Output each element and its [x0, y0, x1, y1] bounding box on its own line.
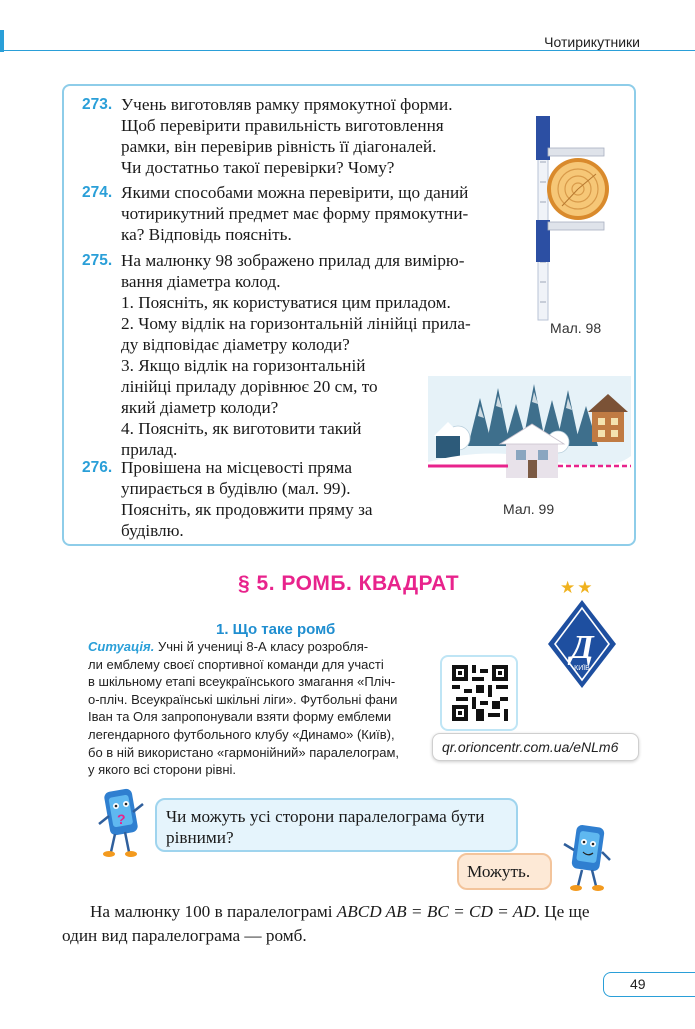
body-text: На малюнку 100 в паралелограмі	[90, 902, 337, 921]
exercise-line: будівлю.	[121, 521, 184, 540]
log-caliper-figure	[530, 112, 620, 322]
exercise-line: 4. Поясніть, як виготовити такий	[121, 419, 362, 438]
dynamo-emblem	[546, 598, 618, 690]
exercise-line: 3. Якщо відлік на горизонтальній	[121, 356, 366, 375]
exercise-line: рамки, він перевірив рівність її діагоналей.	[121, 137, 437, 156]
exercise-line: Поясніть, як продовжити пряму за	[121, 500, 373, 519]
exercise-line: Щоб перевірити правильність виготовлення	[121, 116, 444, 135]
situation-paragraph	[88, 638, 412, 779]
exercise-line: лінійці приладу дорівнює 20 см, то	[121, 377, 378, 396]
exercise-line: який діаметр колоди?	[121, 398, 279, 417]
page-number-tab	[603, 972, 695, 997]
situation-line: в шкільному етапі всеукраїнського змагання «Пліч-	[88, 674, 396, 690]
exercise-number: 273.	[82, 96, 113, 113]
svg-text:?: ?	[117, 811, 126, 827]
header-underline	[4, 50, 695, 51]
phone-mascot-left	[95, 786, 147, 862]
answer-text: Можуть.	[467, 862, 531, 881]
situation-line: бо в ній використано «гармонійний» паралелограм,	[88, 744, 400, 760]
exercise-line: упирається в будівлю (мал. 99).	[121, 479, 351, 498]
running-header: Чотирикутники	[544, 34, 640, 50]
question-line: рівними?	[166, 828, 234, 847]
stars-icon: ★★	[560, 578, 595, 598]
exercise-line: Якими способами можна перевірити, що даний	[121, 183, 469, 202]
exercise-line: Чи достатньо такої перевірки? Чому?	[121, 158, 395, 177]
exercise-line: ду відповідає діаметру колоди?	[121, 335, 350, 354]
exercise-line: ка? Відповідь поясніть.	[121, 225, 292, 244]
exercise-line: вання діаметра колод.	[121, 272, 281, 291]
exercise-line: прилад.	[121, 440, 178, 459]
exercise-line: На малюнку 98 зображено прилад для вимірю-	[121, 251, 465, 270]
winter-landscape-figure	[428, 376, 631, 494]
situation-line: Іван та Оля запропонували взяти форму емблеми	[88, 709, 392, 725]
subsection-title: 1. Що таке ромб	[216, 621, 336, 638]
exercise-line: 1. Поясніть, як користуватися цим приладом.	[121, 293, 451, 312]
situation-line: Учні й учениці 8-А класу розробля-	[157, 639, 369, 654]
question-bubble	[155, 798, 518, 852]
qr-code-card[interactable]	[440, 655, 518, 731]
figure-99-caption: Мал. 99	[503, 501, 555, 517]
exercise-line: Учень виготовляв рамку прямокутної форми.	[121, 95, 453, 114]
body-text: . Це ще	[535, 902, 590, 921]
body-text: один вид паралелограма — ромб.	[62, 926, 307, 945]
situation-line: о-пліч. Всеукраїнські шкільні ліги». Футбольні фани	[88, 691, 398, 707]
qr-code-icon	[452, 665, 508, 721]
figure-98-caption: Мал. 98	[550, 320, 602, 336]
exercise-number: 275.	[82, 252, 113, 269]
situation-line: у якого всі сторони рівні.	[88, 762, 237, 778]
exercise-number: 274.	[82, 184, 113, 201]
exercise-line: Провішена на місцевості пряма	[121, 458, 353, 477]
page-number: 49	[630, 976, 646, 992]
answer-bubble	[457, 853, 552, 890]
qr-link-badge[interactable]	[432, 733, 639, 761]
header-accent-bar	[0, 30, 4, 52]
math-expression: ABCD AB = BC = CD = AD	[336, 902, 536, 921]
situation-line: ли емблему своєї спортивної команди для участі	[88, 656, 384, 672]
phone-mascot-right	[560, 824, 612, 894]
situation-line: легендарного футбольного клубу «Динамо» (Київ),	[88, 726, 395, 742]
question-line: Чи можуть усі сторони паралелограма бути	[166, 807, 485, 826]
body-paragraph	[62, 900, 642, 948]
exercise-number: 276.	[82, 459, 113, 476]
emblem-letter: Д	[570, 629, 594, 666]
emblem-city: КИЇВ	[574, 665, 590, 672]
exercise-line: 2. Чому відлік на горизонтальній лінійці прила-	[121, 314, 471, 333]
section-title: § 5. РОМБ. КВАДРАТ	[238, 572, 460, 595]
situation-label: Ситуація.	[88, 639, 155, 654]
qr-link-text[interactable]: qr.orioncentr.com.ua/eNLm6	[442, 739, 619, 755]
exercise-line: чотирикутний предмет має форму прямокутни-	[121, 204, 469, 223]
